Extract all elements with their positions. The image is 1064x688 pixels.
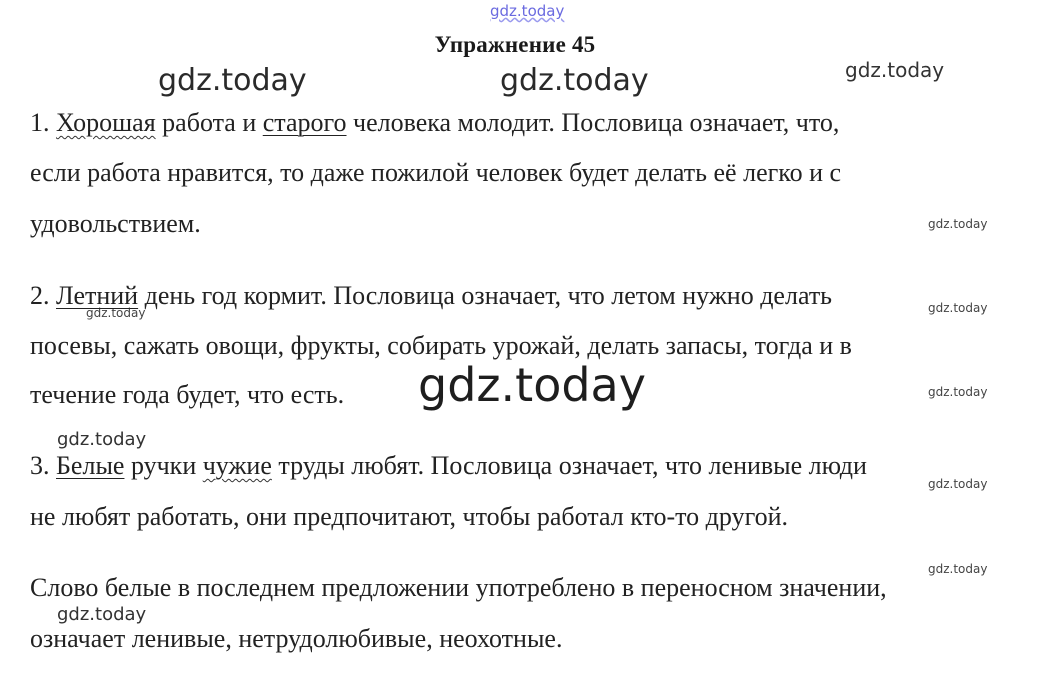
- watermark: gdz.today: [928, 217, 988, 231]
- text-fragment: труды любят. Пословица означает, что ленивые люди: [271, 451, 867, 480]
- item-3-line-2: не любят работать, они предпочитают, чтобы работал кто-то другой.: [30, 502, 788, 531]
- text-fragment: работа и: [155, 108, 263, 137]
- watermark: gdz.today: [490, 2, 565, 20]
- watermark: gdz.today: [500, 63, 649, 98]
- exercise-title: Упражнение 45: [434, 32, 596, 57]
- text-fragment: ручки: [124, 451, 203, 480]
- underlined-word: старого: [262, 108, 347, 137]
- item-1-line-2: если работа нравится, то даже пожилой человек будет делать её легко и с: [30, 158, 842, 187]
- item-number: 2.: [30, 281, 50, 310]
- item-2-line-2: посевы, сажать овощи, фрукты, собирать урожай, делать запасы, тогда и в: [30, 331, 852, 360]
- underlined-word: Белые: [56, 451, 125, 480]
- conclusion-line-2: означает ленивые, нетрудолюбивые, неохотные.: [30, 624, 563, 653]
- underlined-word: Хорошая: [56, 108, 156, 137]
- watermark: gdz.today: [158, 63, 307, 98]
- item-1-line-1: [30, 108, 839, 138]
- watermark: gdz.today: [57, 604, 147, 625]
- item-number: 3.: [30, 451, 50, 480]
- conclusion-line-1: Слово белые в последнем предложении употреблено в переносном значении,: [30, 573, 887, 602]
- item-2-line-3: течение года будет, что есть.: [30, 380, 345, 409]
- text-fragment: человека молодит. Пословица означает, что,: [346, 108, 840, 137]
- underlined-word: Летний: [56, 281, 139, 310]
- text-fragment: день год кормит. Пословица означает, что летом нужно делать: [138, 281, 833, 310]
- item-2-line-1: [30, 281, 832, 311]
- watermark: gdz.today: [57, 429, 147, 450]
- watermark: gdz.today: [86, 306, 146, 320]
- underlined-word: чужие: [202, 451, 272, 480]
- watermark: gdz.today: [845, 58, 945, 82]
- watermark: gdz.today: [928, 477, 988, 491]
- item-1-line-3: удовольствием.: [30, 209, 201, 238]
- item-3-line-1: [30, 451, 867, 481]
- watermark: gdz.today: [928, 562, 988, 576]
- item-number: 1.: [30, 108, 50, 137]
- watermark: gdz.today: [928, 301, 988, 315]
- watermark: gdz.today: [418, 358, 646, 412]
- watermark: gdz.today: [928, 385, 988, 399]
